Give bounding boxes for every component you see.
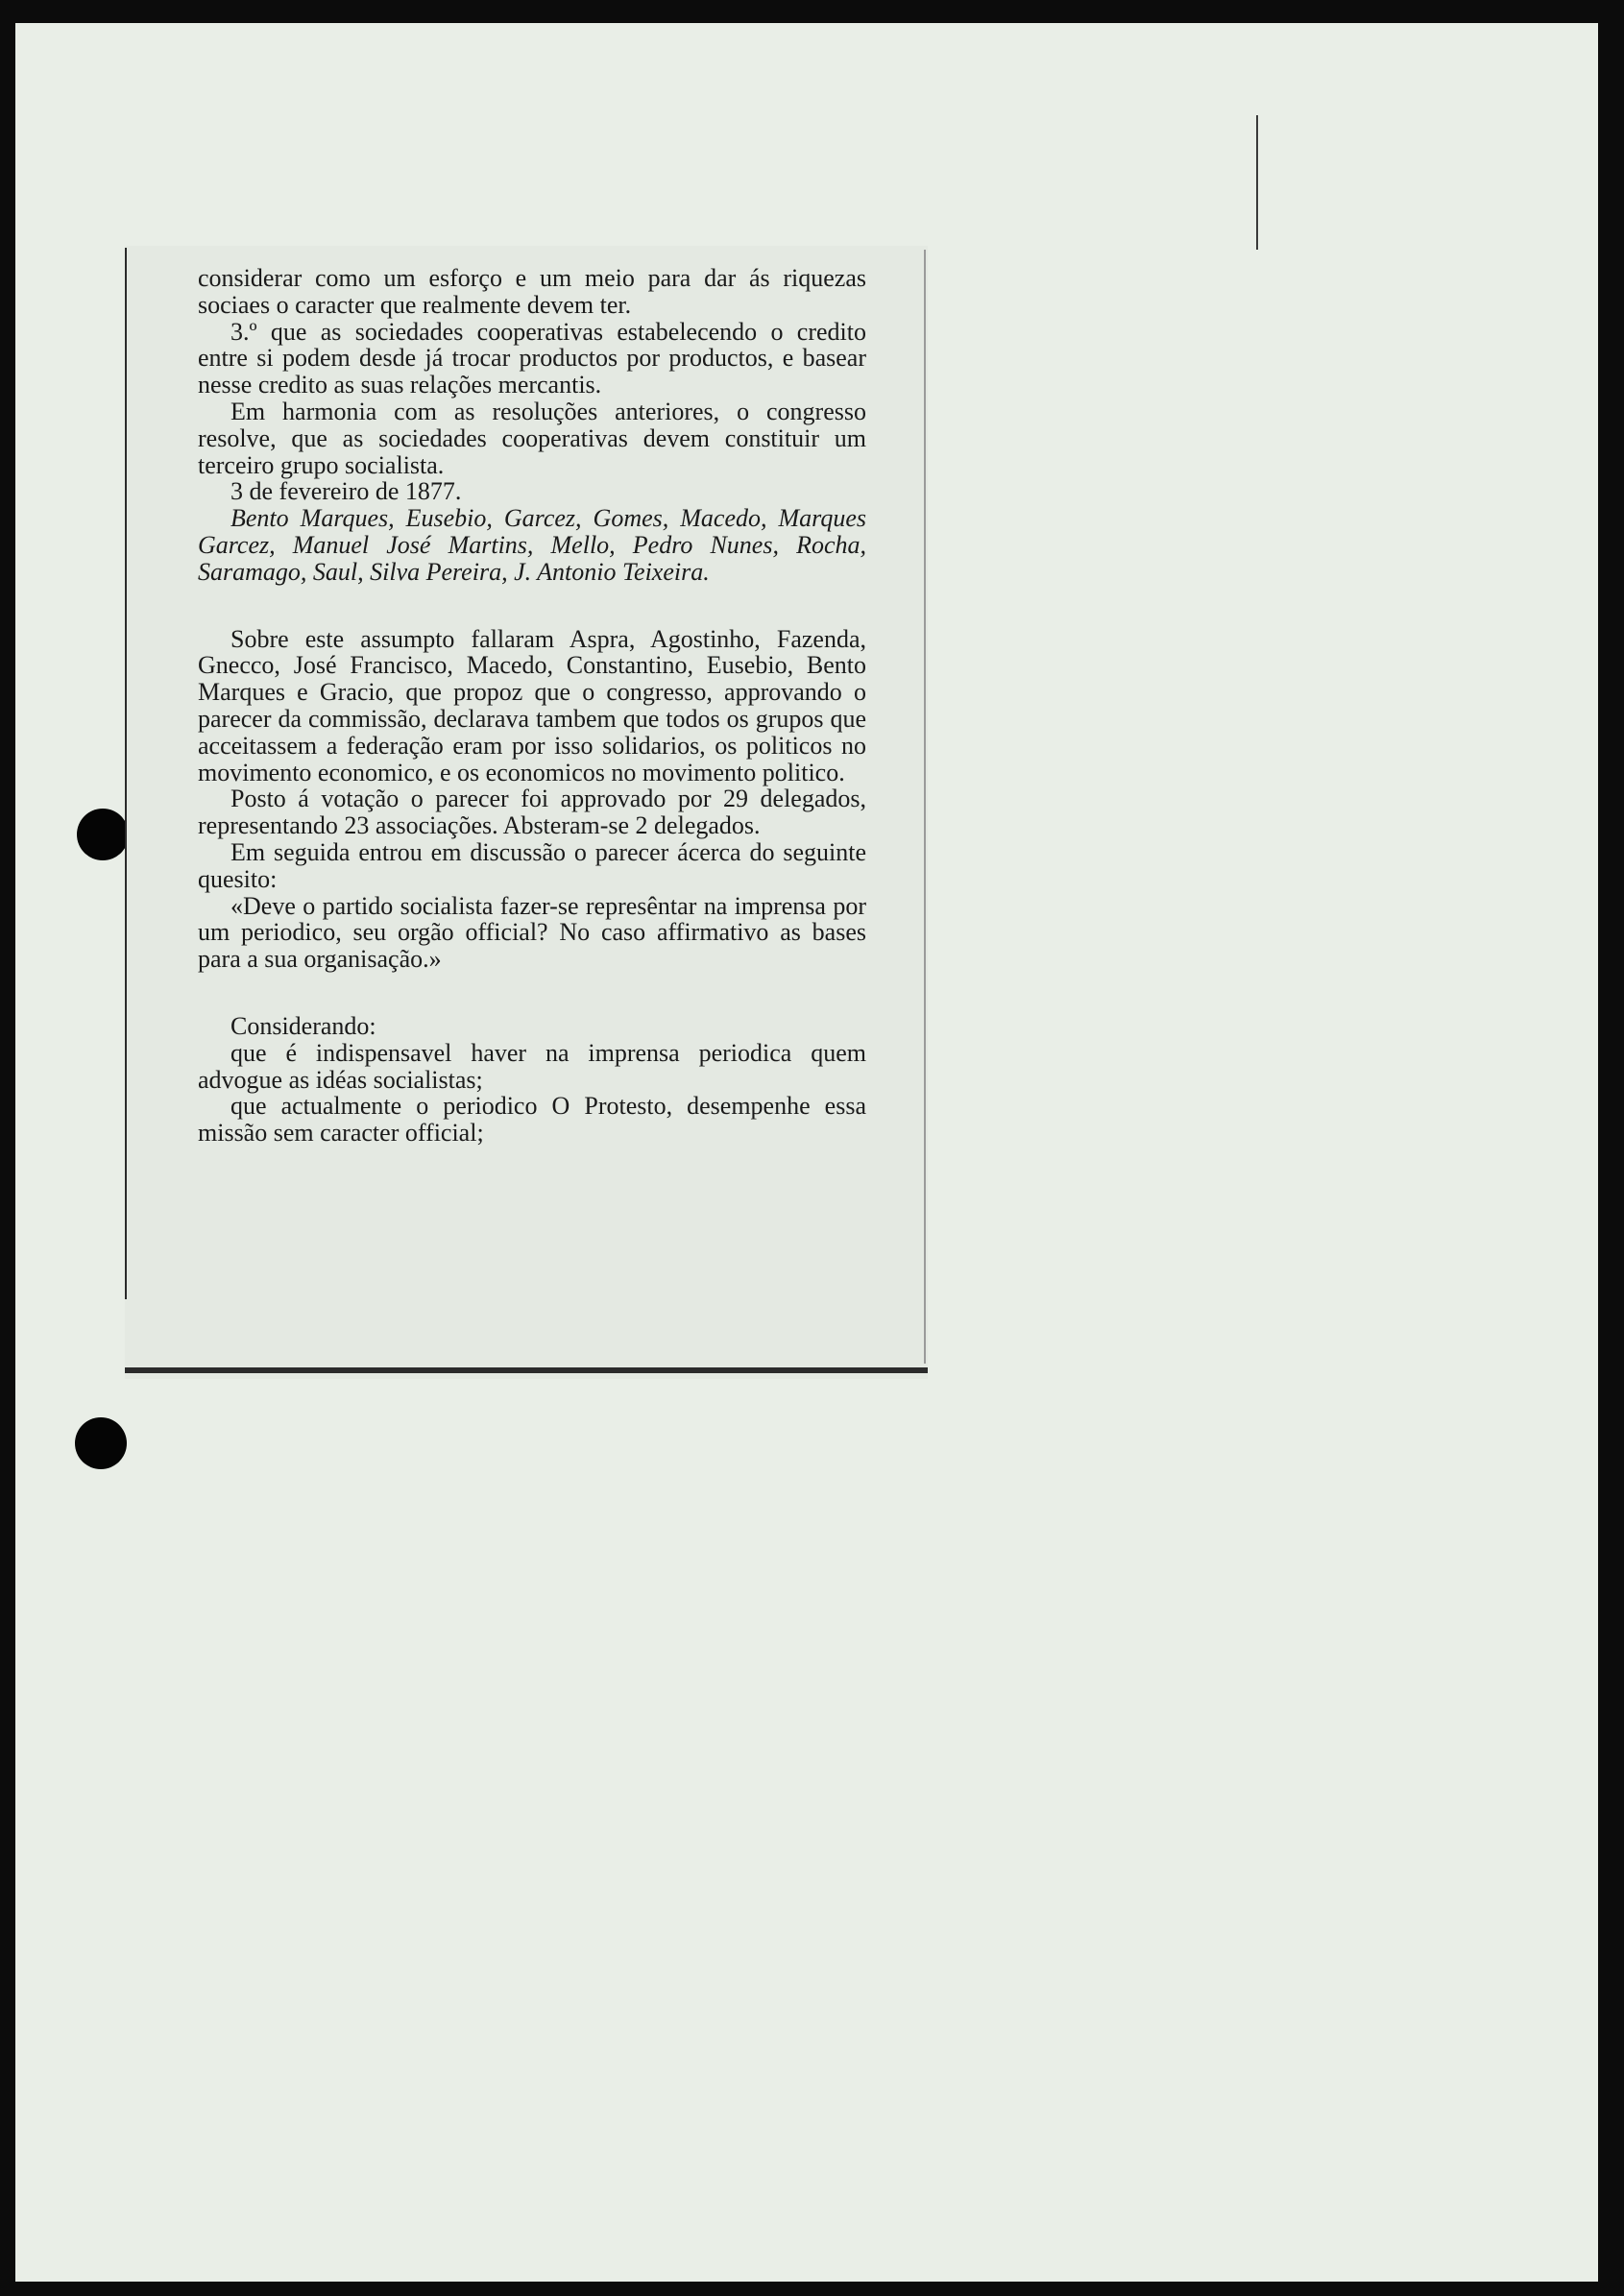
clipping-bottom-edge xyxy=(125,1367,928,1373)
paragraph-discussion: Sobre este assumpto fallaram Aspra, Agostinho, Fazenda, Gnecco, José Francisco, Macedo, Constantino, Eusebio, Bento Marques e Gracio, que propoz que o congresso, approvando o parecer da commissão, declarava tambem que todos os grupos que acceitassem a federação eram por isso solidarios, os politicos no movimento economico, e os economicos no movimento politico. xyxy=(198,624,866,786)
paragraph-point-3: 3.º que as sociedades cooperativas estabelecendo o credito entre si podem desde já trocar productos por productos, e basear nesse credito as suas relações mercantis. xyxy=(198,317,866,399)
signatories: Bento Marques, Eusebio, Garcez, Gomes, Macedo, Marques Garcez, Manuel José Martins, Mello, Pedro Nunes, Rocha, Saramago, Saul, Silva Pereira, J. Antonio Teixeira. xyxy=(198,504,866,586)
paragraph-question: «Deve o partido socialista fazer-se represêntar na imprensa por um periodico, seu orgão official? No caso affirmativo as bases para a sua organisação.» xyxy=(198,891,866,974)
paragraph-considering: Considerando: xyxy=(230,1011,376,1040)
clipping-right-edge xyxy=(924,250,926,1364)
clipping-left-edge xyxy=(125,248,127,1299)
paper-crease-right xyxy=(1256,115,1258,250)
paragraph-vote: Posto á votação o parecer foi approvado por 29 delegados, representando 23 associações. Absteram-se 2 delegados. xyxy=(198,785,866,840)
paragraph-clause-2: que actualmente o periodico O Protesto, desempenhe essa missão sem caracter official; xyxy=(198,1092,866,1148)
section-gap xyxy=(198,973,866,1013)
paragraph-continuation: considerar como um esforço e um meio para dar ás riquezas sociaes o caracter que realmente devem ter. xyxy=(198,264,866,319)
punch-hole-bottom xyxy=(75,1417,127,1469)
section-gap xyxy=(198,586,866,626)
punch-hole-top xyxy=(77,809,129,860)
article-text xyxy=(198,265,866,1147)
paragraph-next-item: Em seguida entrou em discussão o parecer ácerca do seguinte quesito: xyxy=(198,837,866,893)
paragraph-resolution: Em harmonia com as resoluções anteriores, o congresso resolve, que as sociedades cooperativas devem constituir um terceiro grupo socialista. xyxy=(198,397,866,479)
date-line: 3 de fevereiro de 1877. xyxy=(230,477,462,506)
paragraph-clause-1: que é indispensavel haver na imprensa periodica quem advogue as idéas socialistas; xyxy=(198,1038,866,1094)
